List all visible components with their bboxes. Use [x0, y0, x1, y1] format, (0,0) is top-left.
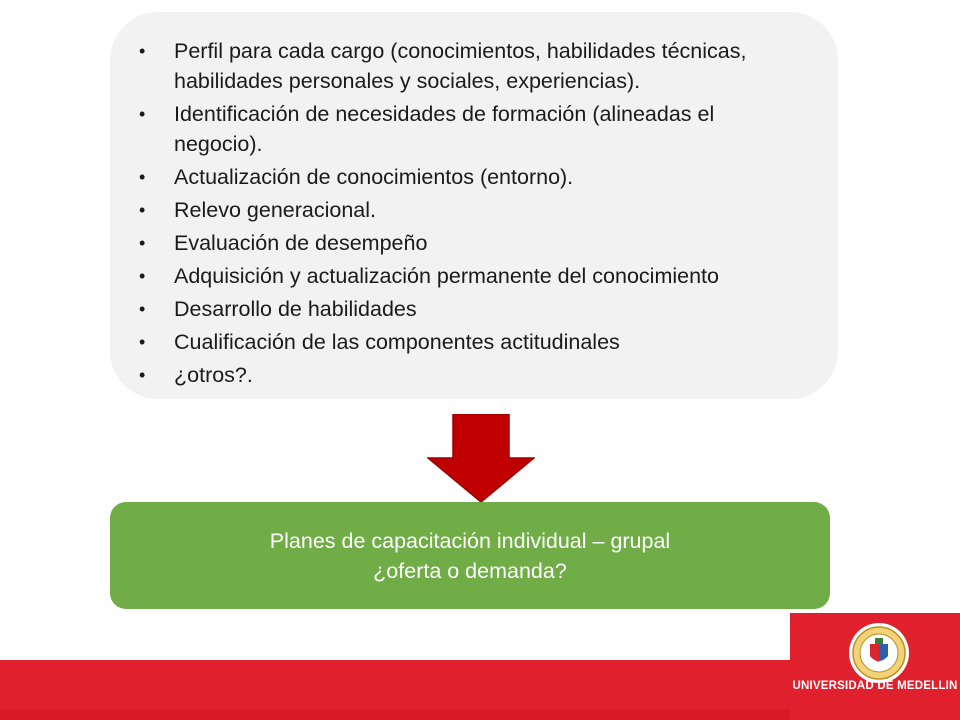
bullet-text: Perfil para cada cargo (conocimientos, habilidades técnicas, habilidades personales y sociales, experiencias). [174, 39, 747, 93]
bullet-text: Desarrollo de habilidades [174, 297, 417, 321]
bullet-icon: • [139, 200, 146, 220]
list-item [134, 261, 808, 291]
bullet-text: Evaluación de desempeño [174, 231, 428, 255]
footer-band [0, 613, 960, 720]
list-item [134, 360, 808, 390]
university-seal-icon [848, 622, 910, 684]
bullet-text: Adquisición y actualización permanente del conocimiento [174, 264, 719, 288]
outcome-line-2: ¿oferta o demanda? [373, 558, 567, 583]
bullet-text: ¿otros?. [174, 363, 253, 387]
bullet-text: Identificación de necesidades de formación (alineadas el negocio). [174, 102, 715, 156]
bullet-icon: • [139, 233, 146, 253]
outcome-box [110, 502, 830, 609]
bullet-text: Actualización de conocimientos (entorno). [174, 165, 574, 189]
list-item [134, 99, 808, 159]
bullet-text: Cualificación de las componentes actitudinales [174, 330, 620, 354]
bullet-text: Relevo generacional. [174, 198, 376, 222]
down-arrow-icon [427, 414, 535, 504]
requirements-list [134, 36, 808, 390]
bullet-icon: • [139, 332, 146, 352]
university-name: UNIVERSIDAD DE MEDELLIN [792, 680, 958, 692]
requirements-box [110, 12, 838, 399]
bullet-icon: • [139, 365, 146, 385]
list-item [134, 294, 808, 324]
bullet-icon: • [139, 266, 146, 286]
list-item [134, 327, 808, 357]
bullet-icon: • [139, 299, 146, 319]
list-item [134, 228, 808, 258]
bullet-icon: • [139, 167, 146, 187]
list-item [134, 36, 808, 96]
list-item [134, 195, 808, 225]
bullet-icon: • [139, 41, 146, 61]
outcome-line-1: Planes de capacitación individual – grupal [269, 528, 671, 553]
bullet-icon: • [139, 104, 146, 124]
list-item [134, 162, 808, 192]
